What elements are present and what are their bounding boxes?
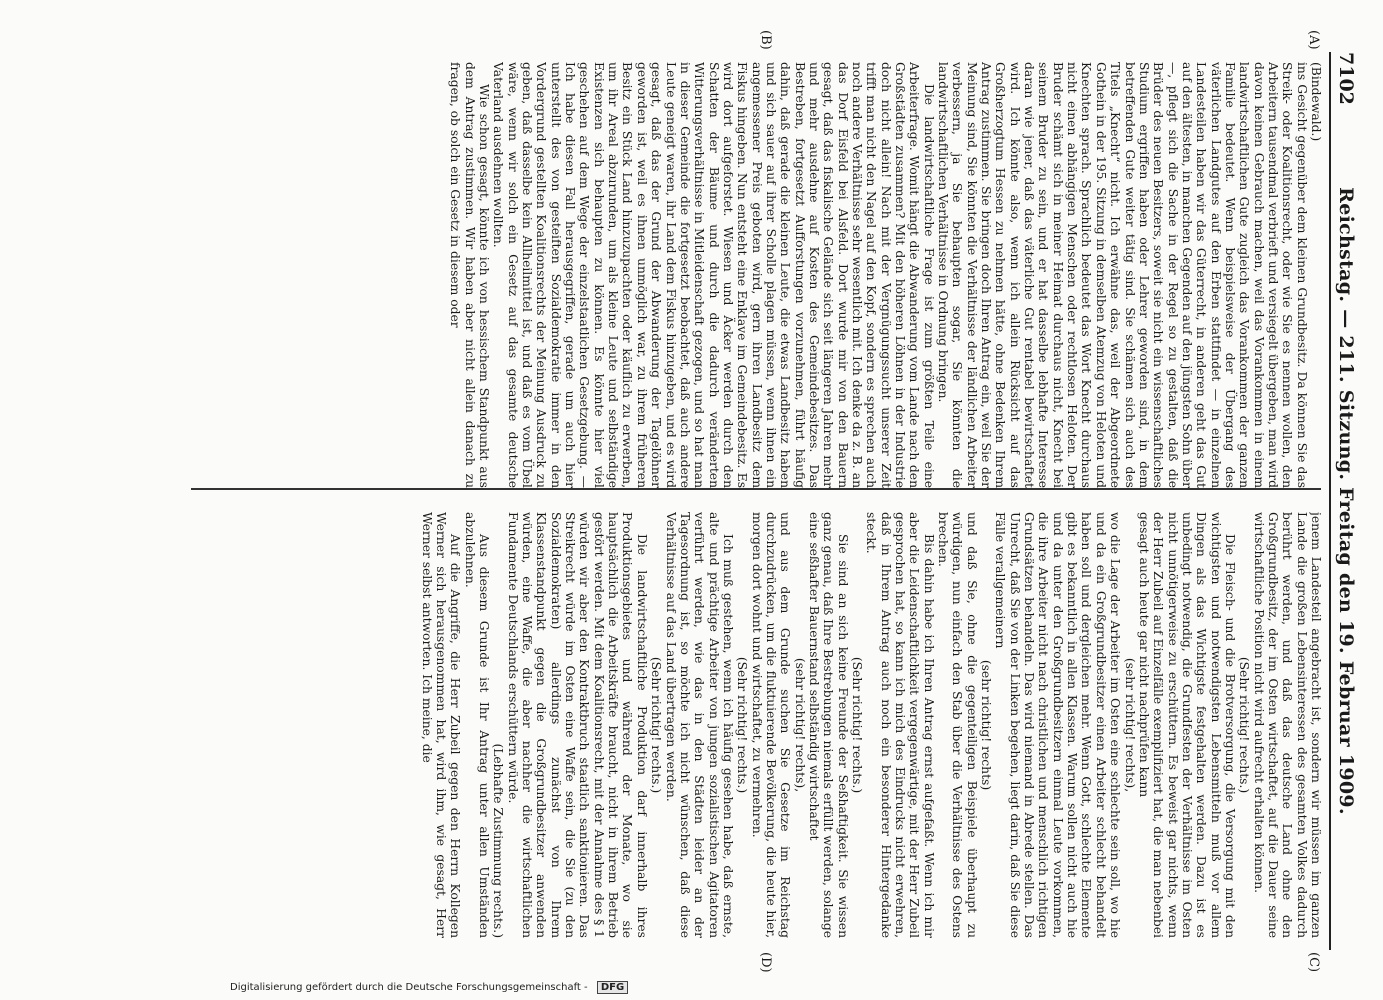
left-column-paragraph: ins Gesicht gegenüber dem kleinen Grundbesitz. Da können Sie das Streik- oder Koalitionsrecht, oder wie Sie es nennen wollen, den Arbeitern tausendmal verbrieft und versiegelt übergeben, man wird davon keinen Gebrauch machen, weil das Vorankommen in einem landwirtschaftlichen Gute zugleich das Vorankommen der ganzen Familie bedeutet. Wenn beispielsweise der Übergang des väterlichen Landgutes auf den Erben stattfindet — in einzelnen Landesteilen haben wir das Güterrecht, in anderen geht das Gut auf den ältesten, in manchen Gegenden auf den jüngsten Sohn über —, pflegt sich die Sache in der Regel so zu gestalten, daß die Brüder des neuen Besitzers, soweit sie nicht ein wissenschaftliches Studium ergriffen haben oder Lehrer geworden sind, in dem betreffenden Gute weiter tätig sind. Sie schämen sich auch des Titels „Knecht“ nicht. Ich erwähne das, weil der Abgeordnete Gothein in der 195. Sitzung in demselben Atemzug von Heloten und Knechten sprach. Sprachlich bedeutet das Wort Knecht durchaus nicht einen abhängigen Menschen oder rechtlosen Heloten. Der Bruder schämt sich in meiner Heimat durchaus nicht, Knecht bei seinem Bruder zu sein, und er hat dasselbe lebhafte Interesse daran wie jener, daß das väterliche Gut rentabel bewirtschaftet wird. Ich könnte also, wenn ich allein Rücksicht auf das Großherzogtum Hessen zu nehmen hätte, ohne Bedenken Ihrem Antrag zustimmen. Sie bringen doch Ihren Antrag ein, weil Sie der Meinung sind, Sie könnten die Verhältnisse der ländlichen Arbeiter verbessern, ja Sie behaupten sogar, Sie könnten die landwirtschaftlichen Verhältnisse in Ordnung bringen.: [936, 62, 1309, 488]
right-column-paragraph: Die landwirtschaftliche Produktion darf innerhalb ihres Produktionsgebietes und während der Monate, wo sie hauptsächlich die Arbeitskräfte braucht, nicht in ihrem Betrieb gestört werden. Mit dem Koalitionsrecht, mit der Annahme des § 1 würden wir aber den Kontraktbruch staatlich sanktionieren. Das Streikrecht würde im Osten eine Waffe sein, die Sie (zu den Sozialdemokraten) allerdings zunächst von Ihrem Klassenstandpunkt gegen die Großgrundbesitzer anwenden würden, eine Waffe, die aber nachher die wirtschaftlichen Fundamente Deutschlands erschüttern würde.: [505, 512, 649, 938]
right-column-paragraph: Die Fleisch- und die Brotversorgung, die Versorgung mit den wichtigsten und notwendigsten Lebensmitteln muß vor allem Dingen als das Wichtigste festgehalten werden. Dazu ist es unbedingt notwendig, die Grundfesten der Verhältnisse im Osten nicht unnötigerweise zu erschüttern. Es beweist gar nichts, wenn der Herr Zubeil auf Einzelfälle exemplifiziert hat, die man nebenbei gesagt auch heute gar nicht nachprüfen kann: [1136, 512, 1237, 938]
right-column-paragraph: (sehr richtig! rechts),: [792, 657, 807, 793]
right-column-paragraph: Bis dahin habe ich Ihren Antrag ernst aufgefaßt. Wenn ich mir aber die Leidenschaftlichkeit vergegenwärtige, mit der Herr Zubeil gesprochen hat, so kann ich mich des Eindrucks nicht erwehren, daß in Ihrem Antrag auch noch ein besonderer Hintergedanke steckt.: [864, 512, 936, 938]
right-text-column: [185, 512, 1323, 938]
left-column-paragraph: (Bindewald.): [1309, 62, 1323, 142]
right-column-paragraph: jenem Landesteil angebracht ist, sondern wir müssen im ganzen Lande die großen Lebensinteressen des gesamten Volkes dadurch berührt werden, und daß das deutsche Land ohne den Großgrundbesitz, der im Osten wirtschaftet, auf die Dauer seine wirtschaftliche Position nicht wird aufrecht erhalten können.: [1251, 512, 1323, 938]
right-column-paragraph: (sehr richtig! rechts),: [1122, 657, 1137, 793]
left-column-paragraph: Wie schon gesagt, könnte ich von hessischem Standpunkt aus dem Antrag zustimmen. Wir haben aber nicht allein danach zu fragen, ob solch ein Gesetz in diesem oder: [448, 62, 492, 488]
right-column-paragraph: Ich muß gestehen, wenn ich häufig gesehen habe, daß ernste, alte und prächtige Arbeiter von jungen sozialistischen Agitatoren verführt werden, wie das in den Städten leider an der Tagesordnung ist, so möchte ich nicht wünschen, daß diese Verhältnisse auf das Land übertragen werden.: [663, 512, 735, 938]
margin-marker-c: (C): [1306, 952, 1321, 973]
right-column-paragraph: Auf die Angriffe, die Herr Zubeil gegen den Herrn Kollegen Werner sich herausgenommen hat, wird ihm, wie gesagt, Herr Werner selbst antworten. Ich meine, die: [419, 512, 463, 938]
left-column-paragraph: Die landwirtschaftliche Frage ist zum größten Teile eine Arbeiterfrage. Womit hängt die Abwanderung vom Lande nach den Großstädten zusammen? Mit den höheren Löhnen in der Industrie doch nicht allein! Nach mit der Vergnügungssucht unserer Zeit trifft man nicht den Nagel auf den Kopf, sondern es sprechen auch noch andere Verhältnisse sehr wesentlich mit. Ich denke da z. B. an das Dorf Eisfeld bei Alsfeld. Dort wurde mir von den Bauern gesagt, daß das fiskalische Gelände sich seit längeren Jahren mehr und mehr ausdehne auf Kosten des Gemeindebesitzes. Das Bestreben, fortgesetzt Aufforstungen vorzunehmen, führt häufig dahin, daß gerade die kleinen Leute, die etwas Landbesitz haben und sich sauer auf ihrer Scholle plagen müssen, wenn ihnen ein angemessener Preis geboten wird, gern ihren Landbesitz dem Fiskus hingeben. Nun entsteht eine Enklave im Gemeindebesitz. Es wird dort aufgeforstet. Wiesen und Äcker werden durch den Schatten der Bäume und durch die dadurch veränderten Witterungsverhältnisse in Mitleidenschaft gezogen, und so hat man in dieser Gemeinde die fortgesetzt beobachtet, daß auch andere Leute geneigt waren, ihr Land dem Fiskus hinzugeben, und es wird gesagt, daß das der Grund der Abwanderung der Tagelöhner geworden ist, weil es ihnen unmöglich war, zu ihrem früheren Besitz ein Stück Land hinzuzupachten oder käuflich zu erwerben, um ihr Areal abzurunden, um als kleine Leute und selbständige Existenzen sich behaupten zu können. Es könnte hier viel geschehen auf dem Wege der einzelstaatlichen Gesetzgebung. — Ich habe diesen Fall herausgegriffen, gerade um auch hier unterstellt des von gesteiften Sozialdemokratie immer in den Vordergrund gestellten Koalitionsrechts der Meinung Ausdruck zu geben, daß dasselbe kein Allheilmittel ist, und daß es vom Übel wäre, wenn wir solch ein Gesetz auf das gesamte deutsche Vaterland ausdehnen wollten.: [491, 62, 936, 488]
left-text-column: [185, 62, 1323, 488]
right-column-paragraph: Aus diesem Grunde ist Ihr Antrag unter allen Umständen abzulehnen.: [462, 512, 492, 938]
running-title: Reichstag. — 211. Sitzung. Freitag den 19. Februar 1909.: [1335, 187, 1357, 815]
running-head: [1329, 52, 1365, 950]
margin-marker-a: (A): [1306, 30, 1321, 50]
right-column-paragraph: (Lebhafte Zustimmung rechts.): [491, 743, 506, 938]
digitization-footer: [0, 981, 1383, 994]
margin-marker-b: (B): [758, 30, 773, 50]
right-column-paragraph: (Sehr richtig! rechts.): [649, 656, 664, 794]
dfg-logo: DFG: [597, 981, 628, 994]
right-column-paragraph: (sehr richtig! rechts): [979, 659, 994, 791]
page-number: 7102: [1335, 52, 1357, 105]
right-column-paragraph: und daß Sie, ohne die gegenteiligen Beispiele überhaupt zu würdigen, nun einfach den Stab über die Verhältnisse des Ostens brechen.: [936, 512, 979, 938]
right-column-paragraph: (Sehr richtig! rechts.): [735, 656, 750, 794]
right-column-paragraph: (Sehr richtig! rechts.): [1237, 656, 1252, 794]
column-divider: [191, 488, 1321, 490]
margin-marker-d: (D): [758, 952, 773, 973]
right-column-paragraph: und aus dem Grunde suchen Sie Gesetze im Reichstag durchzudrücken, um die fluktuierende Bevölkerung, die heute hier, morgen dort wohnt und wirtschaftet, zu vermehren.: [749, 512, 793, 938]
digitization-credit: Digitalisierung gefördert durch die Deutsche Forschungsgemeinschaft -: [230, 982, 588, 993]
right-column-paragraph: (Sehr richtig! rechts.): [850, 656, 864, 794]
right-column-paragraph: wo die Lage der Arbeiter im Osten eine schlechte sein soll, wo hie und da ein Großgrundbesitzer einen Arbeiter schlecht behandelt haben soll und dergleichen mehr. Wenn Gott, schlechte Elemente gibt es bekanntlich in allen Klassen. Warum sollen nicht auch hie und da unter den Großgrundbesitzern einmal Leute vorkommen, die ihre Arbeiter nicht nach christlichen und menschlich richtigen Grundsätzen behandeln. Das wird niemand in Abrede stellen. Das Unrecht, daß Sie von der Linken begehen, liegt darin, daß Sie diese Fälle verallgemeinern: [993, 512, 1123, 938]
right-column-paragraph: Sie sind an sich keine Freunde der Seßhaftigkeit. Sie wissen ganz genau, daß Ihre Bestrebungen niemals erfüllt werden, solange eine seßhafter Bauernstand selbständig wirtschaftet: [806, 512, 850, 938]
